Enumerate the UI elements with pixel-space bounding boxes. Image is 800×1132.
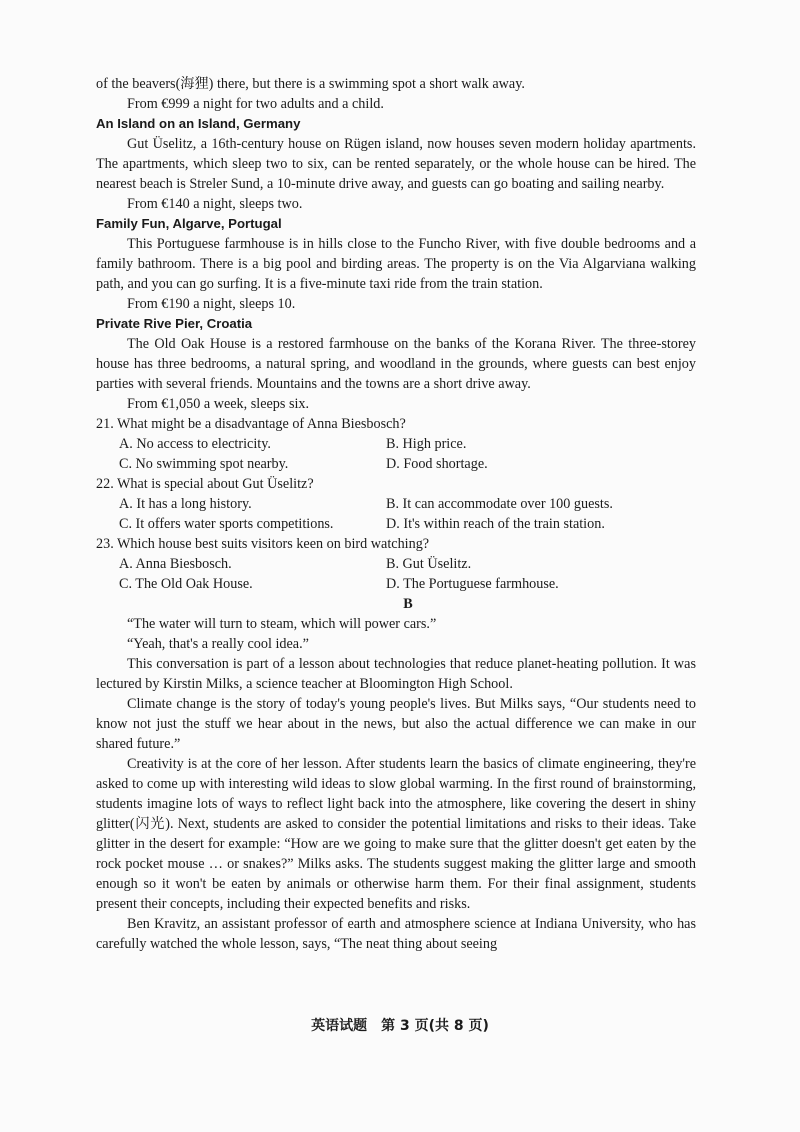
paragraph-creativity: Creativity is at the core of her lesson. After students learn the basics of climate engineering, they're asked to come up with interesting wild ideas to slow global warming. In the first round of brainstorming, students imagine lots of ways to reflect light back into the atmosphere, like covering the desert in shiny glitter(闪光). Next, students are asked to consider the potential limitations and risks to their ideas. Take glitter in the desert for example: “How are we going to make sure that the glitter doesn't get eaten by the rock pocket mouse … or snakes?” Milks asks. The students suggest making the glitter large and smooth enough so it won't be eaten by animals or otherwise harm them. For their final assignment, students present their concepts, including their expected benefits and risks. [96, 756, 696, 912]
island-body: Gut Üselitz, a 16th-century house on Rügen island, now houses seven modern holiday apartments. The apartments, which sleep two to six, can be rented separately, or the whole house can be hired. The nearest beach is Streler Sund, a 10-minute drive away, and guests can go boating and sailing nearby. [96, 136, 696, 192]
option-d: D. It's within reach of the train station. [386, 516, 605, 532]
question-stem: 22. What is special about Gut Üselitz? [96, 476, 314, 492]
option-b: B. High price. [386, 436, 467, 452]
question-21 [96, 414, 696, 474]
section-b-heading: B [403, 596, 413, 612]
question-stem: 21. What might be a disadvantage of Anna Biesbosch? [96, 416, 406, 432]
option-b: B. It can accommodate over 100 guests. [386, 496, 613, 512]
option-a: A. No access to electricity. [119, 436, 271, 452]
croatia-body: The Old Oak House is a restored farmhouse on the banks of the Korana River. The three-storey house has three bedrooms, a natural spring, and woodland in the grounds, where guests can best enjoy parties with several friends. Mountains and the towns are a short drive away. [96, 336, 696, 392]
option-d: D. Food shortage. [386, 456, 488, 472]
dialogue-line-2: “Yeah, that's a really cool idea.” [127, 636, 309, 652]
family-body: This Portuguese farmhouse is in hills close to the Funcho River, with five double bedrooms and a family bathroom. There is a big pool and birding areas. The property is on the Via Algarviana walking path, and you can go surfing. It is a five-minute taxi ride from the train station. [96, 236, 696, 292]
option-c: C. No swimming spot nearby. [119, 456, 289, 472]
option-d: D. The Portuguese farmhouse. [386, 576, 559, 592]
question-23 [96, 534, 696, 594]
option-a: A. Anna Biesbosch. [119, 556, 232, 572]
beavers-continuation: of the beavers(海狸) there, but there is a swimming spot a short walk away. [96, 76, 525, 92]
island-heading: An Island on an Island, Germany [96, 116, 301, 131]
option-b: B. Gut Üselitz. [386, 556, 472, 572]
island-price: From €140 a night, sleeps two. [127, 196, 303, 212]
croatia-price: From €1,050 a week, sleeps six. [127, 396, 310, 412]
question-22 [96, 474, 696, 534]
beavers-price: From €999 a night for two adults and a child. [127, 96, 384, 112]
question-stem: 23. Which house best suits visitors keen on bird watching? [96, 536, 430, 552]
option-c: C. It offers water sports competitions. [119, 516, 334, 532]
option-a: A. It has a long history. [119, 496, 252, 512]
family-heading: Family Fun, Algarve, Portugal [96, 216, 282, 231]
page-content [96, 74, 696, 954]
paragraph-conversation: This conversation is part of a lesson about technologies that reduce planet-heating pollution. It was lectured by Kirstin Milks, a science teacher at Bloomington High School. [96, 656, 696, 692]
paragraph-climate: Climate change is the story of today's young people's lives. But Milks says, “Our students need to know not just the stuff we hear about in the news, but also the actual difference we can make in our shared future.” [96, 696, 696, 752]
option-c: C. The Old Oak House. [119, 576, 253, 592]
croatia-heading: Private Rive Pier, Croatia [96, 316, 253, 331]
page-footer: 英语试题 第 3 页(共 8 页) [311, 1018, 489, 1034]
paragraph-kravitz: Ben Kravitz, an assistant professor of earth and atmosphere science at Indiana University, who has carefully watched the whole lesson, says, “The neat thing about seeing [96, 916, 696, 952]
family-price: From €190 a night, sleeps 10. [127, 296, 296, 312]
dialogue-line-1: “The water will turn to steam, which will power cars.” [127, 616, 437, 632]
